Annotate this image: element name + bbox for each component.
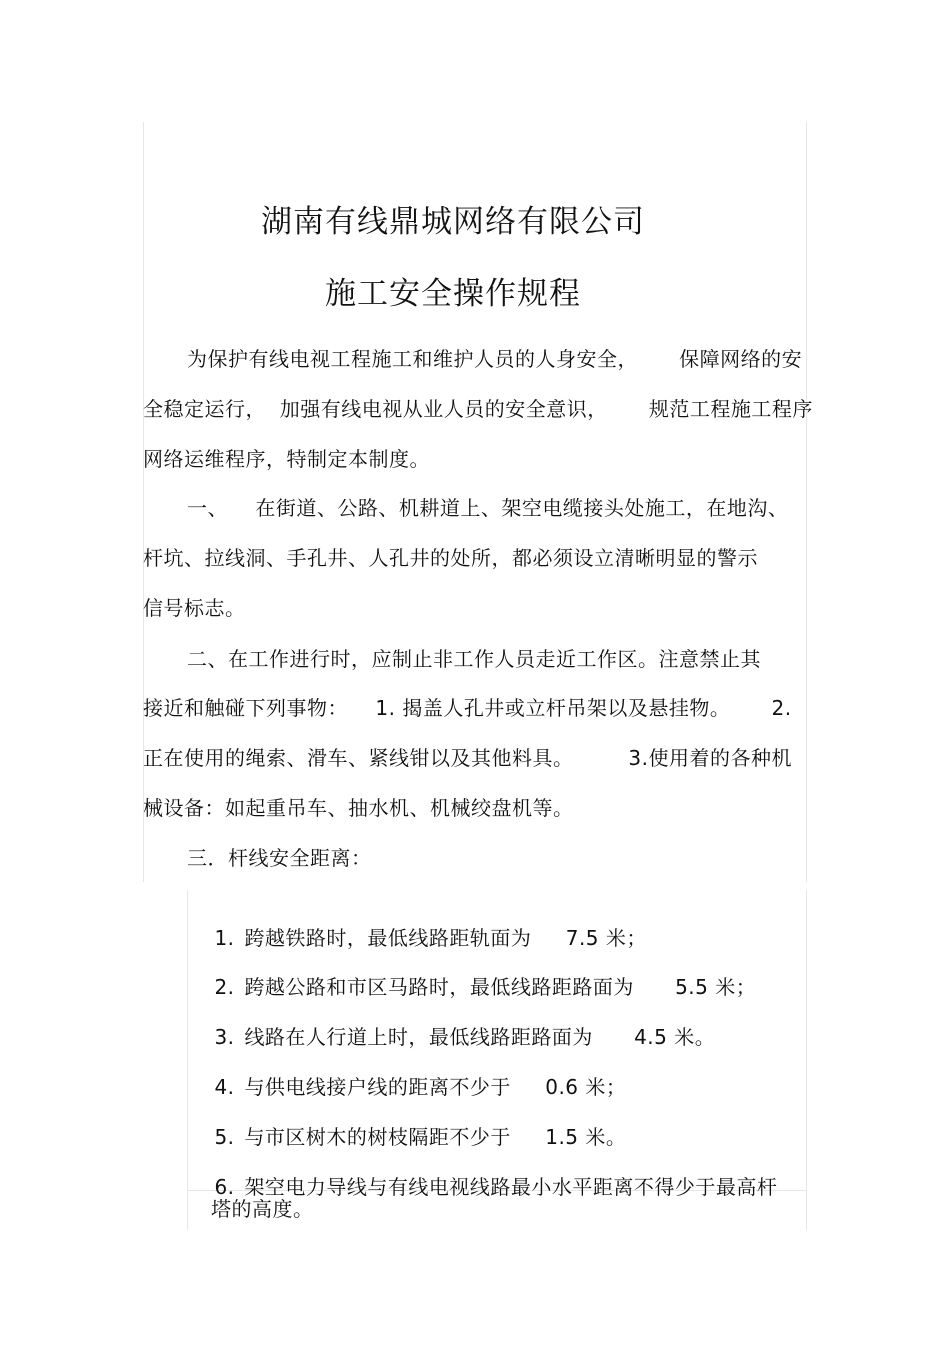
section3-heading: 三．杆线安全距离： [187,846,372,870]
list-item-number: 6. [214,1175,235,1199]
list-item-text: 架空电力导线与有线电视线路最小水平距离不得少于最高杆 [244,1175,778,1199]
list-item-number: 1. [214,926,235,950]
document-subtitle: 施工安全操作规程 [325,276,581,312]
section2-line: 接近和触碰下列事物： 1. 揭盖人孔井或立杆吊架以及悬挂物。 2. [143,696,792,720]
section1-line: 杆坑、拉线洞、手孔井、人孔井的处所，都必须设立清晰明显的警示 [143,546,758,570]
list-item-text: 与供电线接户线的距离不少于 0.6 米； [244,1075,627,1099]
list-item-text: 线路在人行道上时，最低线路距路面为 4.5 米。 [244,1025,716,1049]
intro-line: 为保护有线电视工程施工和维护人员的人身安全， 保障网络的安 [187,347,803,371]
intro-line: 全稳定运行， 加强有线电视从业人员的安全意识， 规范工程施工程序 [143,397,813,421]
list-item-number: 4. [214,1075,235,1099]
list-item-text: 跨越铁路时，最低线路距轨面为 7.5 米； [244,926,647,950]
section2-line: 正在使用的绳索、滑车、紧线钳以及其他料具。 3.使用着的各种机 [143,746,792,770]
section2-line: 二、在工作进行时，应制止非工作人员走近工作区。注意禁止其 [187,647,761,671]
list-item-text: 与市区树木的树枝隔距不少于 1.5 米。 [244,1125,627,1149]
list-item-number: 5. [214,1125,235,1149]
document-title: 湖南有线鼎城网络有限公司 [261,204,645,240]
section1-line: 一、 在街道、公路、机耕道上、架空电缆接头处施工，在地沟、 [187,496,789,520]
list-item-continuation: 塔的高度。 [211,1197,314,1221]
intro-line: 网络运维程序，特制定本制度。 [143,447,430,471]
section2-line: 械设备：如起重吊车、抽水机、机械绞盘机等。 [143,796,574,820]
list-item-text: 跨越公路和市区马路时，最低线路距路面为 5.5 米； [244,975,757,999]
list-item-number: 2. [214,975,235,999]
frame-line [806,890,807,1230]
section1-line: 信号标志。 [143,596,246,620]
list-item-number: 3. [214,1025,235,1049]
